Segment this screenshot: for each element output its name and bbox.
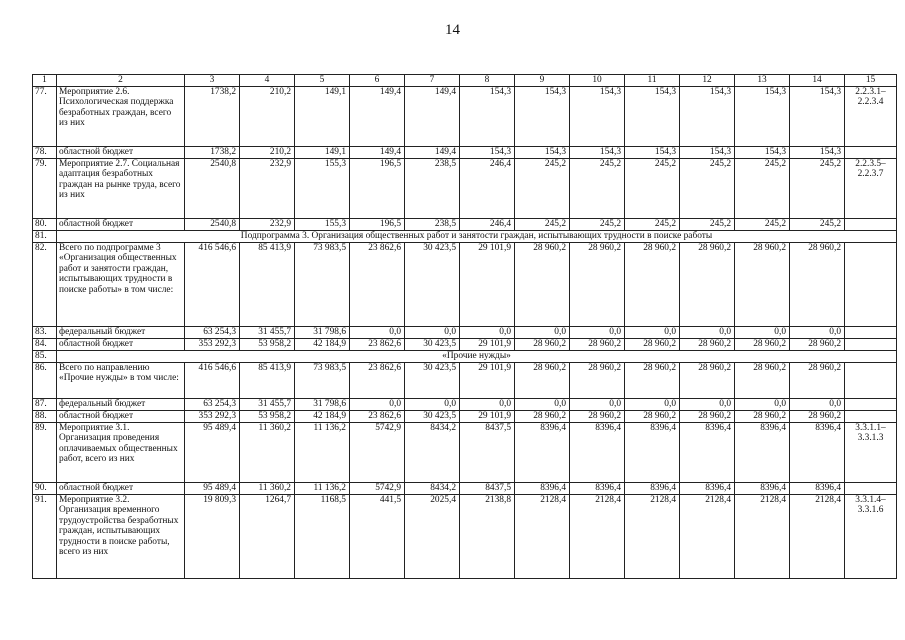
value-cell: 30 423,5 [405, 411, 460, 423]
value-cell: 238,5 [405, 159, 460, 219]
reference-cell [845, 411, 897, 423]
value-cell: 8396,4 [790, 483, 845, 495]
value-cell: 149,4 [350, 87, 405, 147]
value-cell: 85 413,9 [240, 243, 295, 327]
value-cell: 149,4 [405, 87, 460, 147]
column-number-10: 10 [570, 75, 625, 87]
table-row [33, 219, 897, 231]
row-index-cell: 84. [33, 339, 57, 351]
value-cell: 73 983,5 [295, 243, 350, 327]
value-cell: 28 960,2 [790, 243, 845, 327]
value-cell: 154,3 [625, 87, 680, 147]
section-heading-cell: Подпрограмма 3. Организация общественных работ и занятости граждан, испытывающих трудности в поиске работы [57, 231, 897, 243]
value-cell: 28 960,2 [625, 411, 680, 423]
row-index-cell: 78. [33, 147, 57, 159]
value-cell: 232,9 [240, 219, 295, 231]
value-cell: 245,2 [790, 219, 845, 231]
value-cell: 8396,4 [625, 423, 680, 483]
column-number-13: 13 [735, 75, 790, 87]
table-row [33, 327, 897, 339]
value-cell: 238,5 [405, 219, 460, 231]
value-cell: 245,2 [680, 219, 735, 231]
column-number-6: 6 [350, 75, 405, 87]
column-number-1: 1 [33, 75, 57, 87]
value-cell: 0,0 [680, 399, 735, 411]
page-number: 14 [445, 22, 460, 38]
value-cell: 8396,4 [515, 423, 570, 483]
value-cell: 28 960,2 [570, 339, 625, 351]
reference-cell [845, 339, 897, 351]
value-cell: 245,2 [515, 219, 570, 231]
value-cell: 29 101,9 [460, 243, 515, 327]
table-row [33, 243, 897, 327]
value-cell: 2540,8 [185, 159, 240, 219]
row-index-cell: 90. [33, 483, 57, 495]
table-row [33, 363, 897, 399]
value-cell: 42 184,9 [295, 411, 350, 423]
table-row [33, 87, 897, 147]
value-cell: 53 958,2 [240, 411, 295, 423]
value-cell: 8437,5 [460, 423, 515, 483]
row-index-cell: 80. [33, 219, 57, 231]
value-cell: 0,0 [625, 399, 680, 411]
value-cell: 28 960,2 [790, 339, 845, 351]
table-row [33, 483, 897, 495]
value-cell: 232,9 [240, 159, 295, 219]
value-cell: 31 798,6 [295, 327, 350, 339]
item-name-cell: Мероприятие 2.6. Психологическая поддержка безработных граждан, всего из них [57, 87, 185, 147]
row-index-cell: 88. [33, 411, 57, 423]
value-cell: 0,0 [350, 399, 405, 411]
reference-cell: 2.2.3.5– 2.2.3.7 [845, 159, 897, 219]
value-cell: 29 101,9 [460, 363, 515, 399]
value-cell: 63 254,3 [185, 399, 240, 411]
value-cell: 210,2 [240, 147, 295, 159]
value-cell: 0,0 [790, 399, 845, 411]
value-cell: 196,5 [350, 219, 405, 231]
value-cell: 149,4 [405, 147, 460, 159]
value-cell: 28 960,2 [515, 339, 570, 351]
value-cell: 23 862,6 [350, 243, 405, 327]
item-name-cell: Мероприятие 3.2. Организация временного трудоустройства безработных граждан, испытывающих трудности в поиске работы, всего из них [57, 495, 185, 579]
value-cell: 2138,8 [460, 495, 515, 579]
value-cell: 154,3 [570, 147, 625, 159]
column-number-2: 2 [57, 75, 185, 87]
column-number-8: 8 [460, 75, 515, 87]
table-row [33, 495, 897, 579]
table-row [33, 399, 897, 411]
reference-cell: 3.3.1.4– 3.3.1.6 [845, 495, 897, 579]
value-cell: 0,0 [735, 327, 790, 339]
value-cell: 353 292,3 [185, 339, 240, 351]
value-cell: 28 960,2 [570, 411, 625, 423]
value-cell: 29 101,9 [460, 411, 515, 423]
row-index-cell: 86. [33, 363, 57, 399]
value-cell: 28 960,2 [625, 363, 680, 399]
value-cell: 5742,9 [350, 423, 405, 483]
value-cell: 23 862,6 [350, 411, 405, 423]
table-row [33, 351, 897, 363]
reference-cell [845, 219, 897, 231]
value-cell: 28 960,2 [570, 363, 625, 399]
reference-cell [845, 243, 897, 327]
item-name-cell: Всего по направлению «Прочие нужды» в том числе: [57, 363, 185, 399]
value-cell: 1168,5 [295, 495, 350, 579]
reference-cell [845, 363, 897, 399]
value-cell: 154,3 [735, 87, 790, 147]
table-row [33, 159, 897, 219]
value-cell: 8396,4 [625, 483, 680, 495]
value-cell: 2540,8 [185, 219, 240, 231]
row-index-cell: 77. [33, 87, 57, 147]
value-cell: 245,2 [680, 159, 735, 219]
value-cell: 31 798,6 [295, 399, 350, 411]
value-cell: 28 960,2 [680, 339, 735, 351]
value-cell: 154,3 [460, 87, 515, 147]
reference-cell: 2.2.3.1– 2.2.3.4 [845, 87, 897, 147]
value-cell: 154,3 [460, 147, 515, 159]
value-cell: 245,2 [790, 159, 845, 219]
value-cell: 154,3 [515, 87, 570, 147]
item-name-cell: федеральный бюджет [57, 399, 185, 411]
value-cell: 28 960,2 [790, 411, 845, 423]
value-cell: 2128,4 [735, 495, 790, 579]
value-cell: 63 254,3 [185, 327, 240, 339]
column-number-11: 11 [625, 75, 680, 87]
value-cell: 42 184,9 [295, 339, 350, 351]
value-cell: 2128,4 [790, 495, 845, 579]
value-cell: 0,0 [460, 327, 515, 339]
value-cell: 8396,4 [515, 483, 570, 495]
value-cell: 8396,4 [735, 423, 790, 483]
value-cell: 149,1 [295, 87, 350, 147]
row-index-cell: 89. [33, 423, 57, 483]
program-funding-table [32, 74, 897, 579]
item-name-cell: областной бюджет [57, 219, 185, 231]
value-cell: 23 862,6 [350, 339, 405, 351]
value-cell: 28 960,2 [735, 243, 790, 327]
value-cell: 353 292,3 [185, 411, 240, 423]
value-cell: 245,2 [735, 219, 790, 231]
column-number-15: 15 [845, 75, 897, 87]
value-cell: 28 960,2 [515, 363, 570, 399]
column-number-12: 12 [680, 75, 735, 87]
value-cell: 8396,4 [570, 423, 625, 483]
item-name-cell: областной бюджет [57, 411, 185, 423]
value-cell: 30 423,5 [405, 363, 460, 399]
value-cell: 8396,4 [680, 423, 735, 483]
value-cell: 0,0 [515, 327, 570, 339]
value-cell: 28 960,2 [735, 339, 790, 351]
value-cell: 154,3 [625, 147, 680, 159]
item-name-cell: областной бюджет [57, 339, 185, 351]
value-cell: 0,0 [405, 399, 460, 411]
value-cell: 29 101,9 [460, 339, 515, 351]
value-cell: 154,3 [680, 147, 735, 159]
value-cell: 28 960,2 [680, 411, 735, 423]
value-cell: 8434,2 [405, 483, 460, 495]
table-row [33, 147, 897, 159]
value-cell: 8396,4 [790, 423, 845, 483]
value-cell: 149,4 [350, 147, 405, 159]
column-number-4: 4 [240, 75, 295, 87]
value-cell: 154,3 [680, 87, 735, 147]
value-cell: 95 489,4 [185, 423, 240, 483]
item-name-cell: Мероприятие 2.7. Социальная адаптация безработных граждан на рынке труда, всего из них [57, 159, 185, 219]
value-cell: 154,3 [790, 147, 845, 159]
value-cell: 154,3 [570, 87, 625, 147]
item-name-cell: областной бюджет [57, 147, 185, 159]
value-cell: 196,5 [350, 159, 405, 219]
value-cell: 28 960,2 [625, 243, 680, 327]
item-name-cell: Мероприятие 3.1. Организация проведения оплачиваемых общественных работ, всего из них [57, 423, 185, 483]
value-cell: 11 136,2 [295, 483, 350, 495]
value-cell: 11 360,2 [240, 423, 295, 483]
value-cell: 95 489,4 [185, 483, 240, 495]
reference-cell [845, 147, 897, 159]
value-cell: 30 423,5 [405, 243, 460, 327]
row-index-cell: 81. [33, 231, 57, 243]
value-cell: 28 960,2 [735, 411, 790, 423]
value-cell: 8396,4 [570, 483, 625, 495]
table-row [33, 339, 897, 351]
value-cell: 1738,2 [185, 87, 240, 147]
reference-cell [845, 483, 897, 495]
column-number-9: 9 [515, 75, 570, 87]
value-cell: 416 546,6 [185, 363, 240, 399]
value-cell: 0,0 [680, 327, 735, 339]
value-cell: 155,3 [295, 159, 350, 219]
value-cell: 28 960,2 [680, 243, 735, 327]
value-cell: 245,2 [625, 159, 680, 219]
value-cell: 85 413,9 [240, 363, 295, 399]
value-cell: 245,2 [735, 159, 790, 219]
value-cell: 8396,4 [735, 483, 790, 495]
value-cell: 0,0 [625, 327, 680, 339]
value-cell: 28 960,2 [570, 243, 625, 327]
reference-cell [845, 399, 897, 411]
value-cell: 245,2 [625, 219, 680, 231]
value-cell: 1264,7 [240, 495, 295, 579]
row-index-cell: 83. [33, 327, 57, 339]
table-row [33, 231, 897, 243]
column-number-7: 7 [405, 75, 460, 87]
value-cell: 0,0 [790, 327, 845, 339]
value-cell: 28 960,2 [515, 243, 570, 327]
reference-cell: 3.3.1.1– 3.3.1.3 [845, 423, 897, 483]
section-heading-cell: «Прочие нужды» [57, 351, 897, 363]
value-cell: 23 862,6 [350, 363, 405, 399]
value-cell: 441,5 [350, 495, 405, 579]
value-cell: 8437,5 [460, 483, 515, 495]
value-cell: 154,3 [515, 147, 570, 159]
value-cell: 53 958,2 [240, 339, 295, 351]
table-row [33, 423, 897, 483]
item-name-cell: Всего по подпрограмме 3 «Организация общественных работ и занятости граждан, испытывающих трудности в поиске работы» в том числе: [57, 243, 185, 327]
table-row [33, 411, 897, 423]
value-cell: 5742,9 [350, 483, 405, 495]
value-cell: 245,2 [570, 219, 625, 231]
value-cell: 11 360,2 [240, 483, 295, 495]
value-cell: 0,0 [515, 399, 570, 411]
value-cell: 154,3 [735, 147, 790, 159]
item-name-cell: федеральный бюджет [57, 327, 185, 339]
value-cell: 28 960,2 [735, 363, 790, 399]
row-index-cell: 82. [33, 243, 57, 327]
column-number-5: 5 [295, 75, 350, 87]
value-cell: 154,3 [790, 87, 845, 147]
value-cell: 2128,4 [570, 495, 625, 579]
value-cell: 246,4 [460, 159, 515, 219]
value-cell: 28 960,2 [625, 339, 680, 351]
value-cell: 155,3 [295, 219, 350, 231]
value-cell: 11 136,2 [295, 423, 350, 483]
value-cell: 73 983,5 [295, 363, 350, 399]
value-cell: 28 960,2 [515, 411, 570, 423]
value-cell: 0,0 [405, 327, 460, 339]
value-cell: 246,4 [460, 219, 515, 231]
value-cell: 416 546,6 [185, 243, 240, 327]
row-index-cell: 79. [33, 159, 57, 219]
reference-cell [845, 327, 897, 339]
value-cell: 210,2 [240, 87, 295, 147]
value-cell: 245,2 [570, 159, 625, 219]
row-index-cell: 91. [33, 495, 57, 579]
column-number-14: 14 [790, 75, 845, 87]
value-cell: 19 809,3 [185, 495, 240, 579]
value-cell: 30 423,5 [405, 339, 460, 351]
value-cell: 0,0 [350, 327, 405, 339]
value-cell: 245,2 [515, 159, 570, 219]
value-cell: 8434,2 [405, 423, 460, 483]
value-cell: 2128,4 [625, 495, 680, 579]
value-cell: 31 455,7 [240, 399, 295, 411]
value-cell: 0,0 [570, 399, 625, 411]
item-name-cell: областной бюджет [57, 483, 185, 495]
value-cell: 1738,2 [185, 147, 240, 159]
table-header-row [33, 75, 897, 87]
value-cell: 2128,4 [515, 495, 570, 579]
value-cell: 28 960,2 [680, 363, 735, 399]
value-cell: 2025,4 [405, 495, 460, 579]
row-index-cell: 85. [33, 351, 57, 363]
column-number-3: 3 [185, 75, 240, 87]
value-cell: 28 960,2 [790, 363, 845, 399]
value-cell: 8396,4 [680, 483, 735, 495]
value-cell: 149,1 [295, 147, 350, 159]
value-cell: 0,0 [570, 327, 625, 339]
value-cell: 2128,4 [680, 495, 735, 579]
row-index-cell: 87. [33, 399, 57, 411]
value-cell: 31 455,7 [240, 327, 295, 339]
value-cell: 0,0 [735, 399, 790, 411]
value-cell: 0,0 [460, 399, 515, 411]
